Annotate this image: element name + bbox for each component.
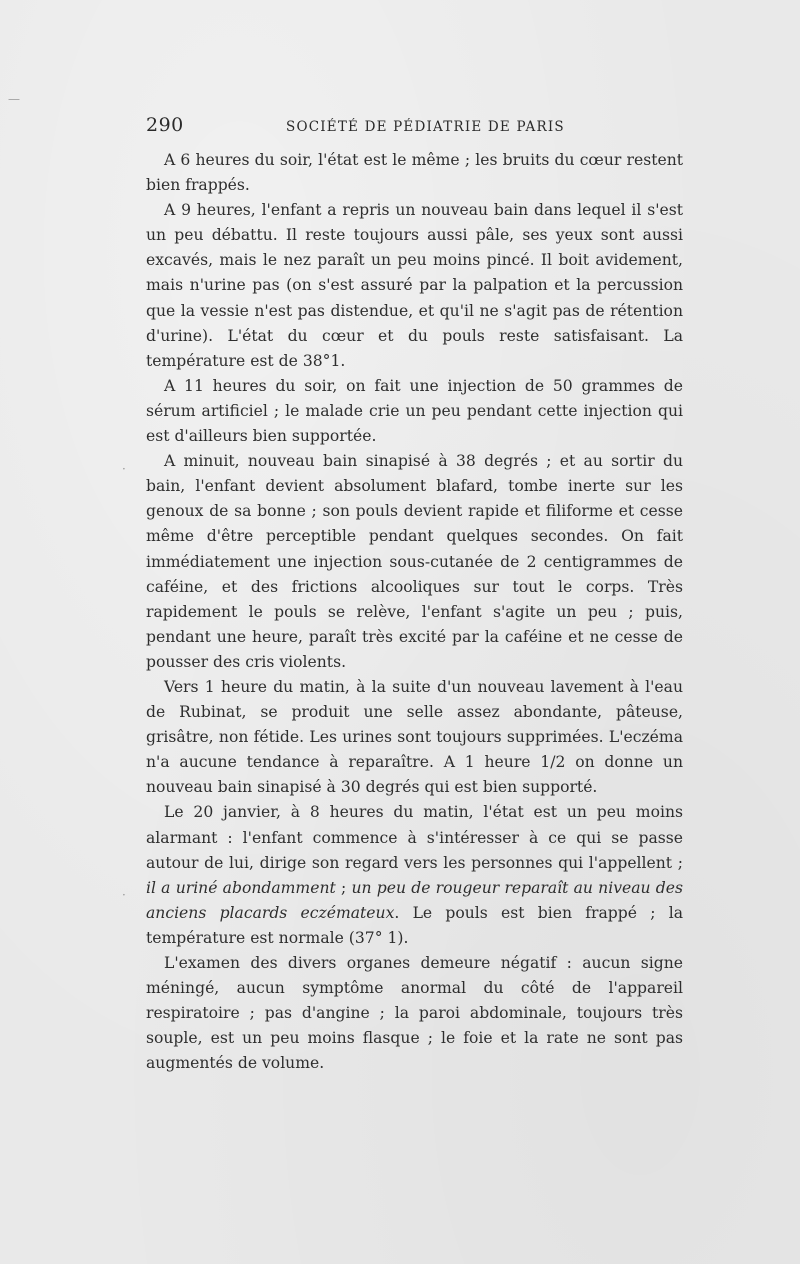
paragraph-20-janvier xyxy=(146,800,683,951)
paragraph-examen: L'examen des divers organes demeure négatif : aucun signe méningé, aucun symptôme anormal du côté de l'appareil respiratoire ; pas d'angine ; la paroi abdominale, toujours très souple, est un peu moins flasque ; le foie et la rate ne sont pas augmentés de volume. xyxy=(146,954,683,1073)
paragraph-minuit: A minuit, nouveau bain sinapisé à 38 degrés ; et au sortir du bain, l'enfant devient absolument blafard, tombe inerte sur les genoux de sa bonne ; son pouls devient rapide et filiforme et cesse même d'être perceptible pendant quelques secondes. On fait immédiatement une injection sous-cutanée de 2 centigrammes de caféine, et des frictions alcooliques sur tout le corps. Très rapidement le pouls se relève, l'enfant s'agite un peu ; puis, pendant une heure, paraît très excité par la caféine et ne cesse de pousser des cris violents. xyxy=(146,452,683,671)
paragraph-20-janvier-part-3: . Le pouls est bien frappé ; la température est normale (37° 1). xyxy=(146,903,683,947)
margin-mark-tick: · xyxy=(122,888,126,902)
paragraph-6-heures: A 6 heures du soir, l'état est le même ; les bruits du cœur restent bien frappés. xyxy=(146,151,683,195)
running-title: SOCIÉTÉ DE PÉDIATRIE DE PARIS xyxy=(286,119,565,135)
paragraph-1-heure-matin: Vers 1 heure du matin, à la suite d'un nouveau lavement à l'eau de Rubinat, se produit une selle assez abondante, pâteuse, grisâtre, non fétide. Les urines sont toujours supprimées. L'eczéma n'a aucune tendance à reparaître. A 1 heure 1/2 on donne un nouveau bain sinapisé à 30 degrés qui est bien supporté. xyxy=(146,677,683,797)
paragraph-9-heures: A 9 heures, l'enfant a repris un nouveau bain dans lequel il s'est un peu débattu. Il reste toujours aussi pâle, ses yeux sont aussi excavés, mais le nez paraît un peu moins pincé. Il boit avidement, mais n'urine pas (on s'est assuré par la palpation et la percussion que la vessie n'est pas distendue, et qu'il ne s'agit pas de rétention d'urine). L'état du cœur et du pouls reste satisfaisant. La température est de 38°1. xyxy=(146,201,683,370)
paragraph-11-heures: A 11 heures du soir, on fait une injection de 50 grammes de sérum artificiel ; le malade crie un peu pendant cette injection qui est d'ailleurs bien supportée. xyxy=(146,376,683,446)
page-header xyxy=(146,114,683,140)
paragraph-20-janvier-part-2: ; xyxy=(335,878,352,897)
margin-mark-top: — xyxy=(8,92,20,106)
paragraph-20-janvier-part-1: Le 20 janvier, à 8 heures du matin, l'état est un peu moins alarmant : l'enfant commence à s'intéresser à ce qui se passe autour de lui, dirige son regard vers les personnes qui l'appellent ; xyxy=(146,803,683,872)
paragraph-20-janvier-italic-1: il a uriné abondamment xyxy=(146,878,336,897)
paragraph-20-janvier-italic-2: un peu de rougeur reparaît au niveau des anciens placards eczémateux xyxy=(146,878,683,922)
page-number: 290 xyxy=(146,114,184,136)
body-text xyxy=(146,148,683,1076)
margin-mark-dot: · xyxy=(122,462,126,476)
